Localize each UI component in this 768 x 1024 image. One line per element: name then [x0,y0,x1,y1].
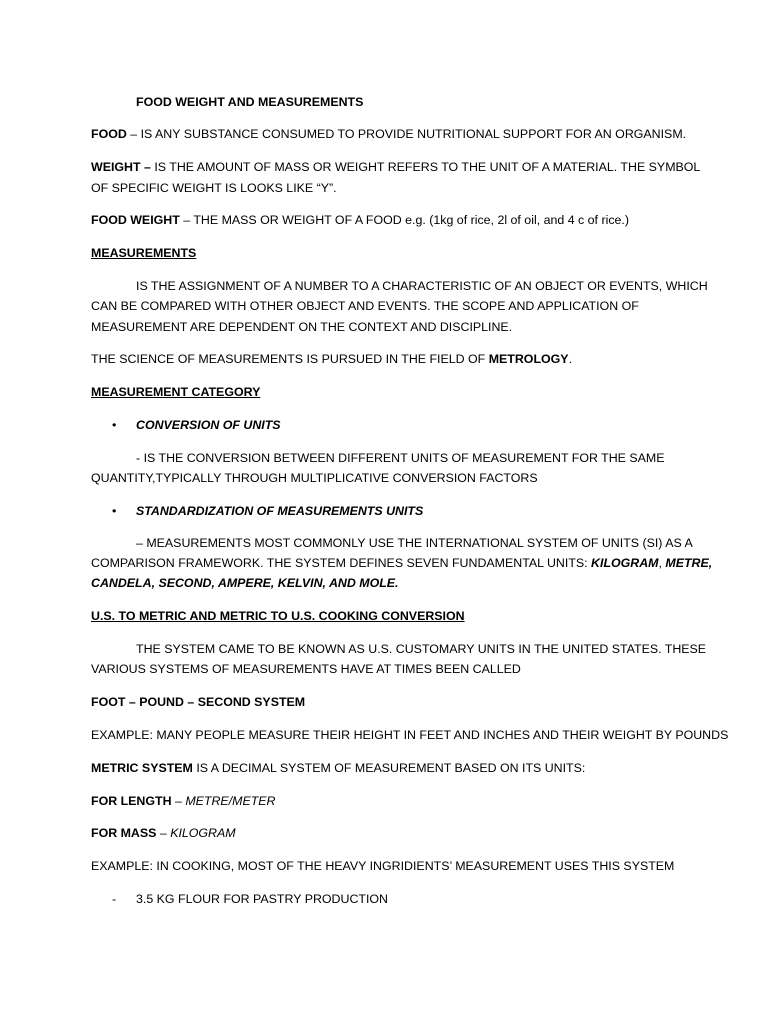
metric-system-text: IS A DECIMAL SYSTEM OF MEASUREMENT BASED ON ITS UNITS: [192,761,586,775]
measurements-line1: IS THE ASSIGNMENT OF A NUMBER TO A CHARACTERISTIC OF AN OBJECT OR EVENTS, WHICH [136,279,708,293]
document-title: FOOD WEIGHT AND MEASUREMENTS [136,95,364,109]
metric-system-definition [91,761,585,776]
standardization-line2 [91,556,712,571]
weight-text-line2: OF SPECIFIC WEIGHT IS LOOKS LIKE “Y”. [91,181,337,195]
fps-system: FOOT – POUND – SECOND SYSTEM [91,695,306,709]
length-unit-line [91,794,276,809]
food-weight-term: FOOD WEIGHT [91,213,180,227]
kilogram-unit: KILOGRAM [591,556,659,570]
cooking-conversion-line2: VARIOUS SYSTEMS OF MEASUREMENTS HAVE AT TIMES BEEN CALLED [91,662,521,676]
mass-term: FOR MASS [91,826,157,840]
measurements-heading: MEASUREMENTS [91,246,197,260]
metre-unit: METRE, [665,556,713,570]
length-term: FOR LENGTH [91,794,172,808]
cooking-conversion-line1: THE SYSTEM CAME TO BE KNOWN AS U.S. CUSTOMARY UNITS IN THE UNITED STATES. THESE [136,642,707,656]
length-value: METRE/METER [185,794,276,808]
weight-term: WEIGHT – [91,160,151,174]
bullet-marker: • [112,418,117,432]
metrology-end: . [568,352,573,366]
food-weight-text: – THE MASS OR WEIGHT OF A FOOD e.g. (1kg of rice, 2l of oil, and 4 c of rice.) [179,213,629,227]
standardization-line1: – MEASUREMENTS MOST COMMONLY USE THE INTERNATIONAL SYSTEM OF UNITS (SI) AS A [136,536,693,550]
metrology-term: METROLOGY [488,352,569,366]
standardization-line3: CANDELA, SECOND, AMPERE, KELVIN, AND MOLE. [91,576,399,590]
food-term: FOOD [91,127,127,141]
list-marker: - [112,892,117,906]
metrology-sentence [91,352,572,367]
metric-system-term: METRIC SYSTEM [91,761,193,775]
example-cooking: EXAMPLE: IN COOKING, MOST OF THE HEAVY INGRIDIENTS’ MEASUREMENT USES THIS SYSTEM [91,859,675,873]
example-feet-pounds: EXAMPLE: MANY PEOPLE MEASURE THEIR HEIGHT IN FEET AND INCHES AND THEIR WEIGHT BY POUNDS [91,728,729,742]
weight-definition [91,160,700,175]
unit-separator: , [658,556,666,570]
measurement-category-heading: MEASUREMENT CATEGORY [91,385,261,399]
weight-text-line1: IS THE AMOUNT OF MASS OR WEIGHT REFERS TO THE UNIT OF A MATERIAL. THE SYMBOL [150,160,701,174]
mass-dash: – [156,826,171,840]
conversion-line2: QUANTITY,TYPICALLY THROUGH MULTIPLICATIVE CONVERSION FACTORS [91,471,538,485]
conversion-line1: - IS THE CONVERSION BETWEEN DIFFERENT UNITS OF MEASUREMENT FOR THE SAME [136,451,665,465]
cooking-conversion-heading: U.S. TO METRIC AND METRIC TO U.S. COOKING CONVERSION [91,609,465,623]
bullet-marker: • [112,504,117,518]
food-definition [91,127,686,142]
standardization-title: STANDARDIZATION OF MEASUREMENTS UNITS [136,504,424,518]
list-item-flour: 3.5 KG FLOUR FOR PASTRY PRODUCTION [136,892,388,906]
length-dash: – [171,794,186,808]
mass-value: KILOGRAM [170,826,236,840]
mass-unit-line [91,826,236,841]
standardization-line2-text: COMPARISON FRAMEWORK. THE SYSTEM DEFINES SEVEN FUNDAMENTAL UNITS: [91,556,592,570]
metrology-text: THE SCIENCE OF MEASUREMENTS IS PURSUED IN THE FIELD OF [91,352,489,366]
measurements-line3: MEASUREMENT ARE DEPENDENT ON THE CONTEXT AND DISCIPLINE. [91,320,513,334]
measurements-line2: CAN BE COMPARED WITH OTHER OBJECT AND EVENTS. THE SCOPE AND APPLICATION OF [91,299,639,313]
food-weight-definition [91,213,629,228]
conversion-of-units-title: CONVERSION OF UNITS [136,418,281,432]
food-text: – IS ANY SUBSTANCE CONSUMED TO PROVIDE NUTRITIONAL SUPPORT FOR AN ORGANISM. [126,127,687,141]
